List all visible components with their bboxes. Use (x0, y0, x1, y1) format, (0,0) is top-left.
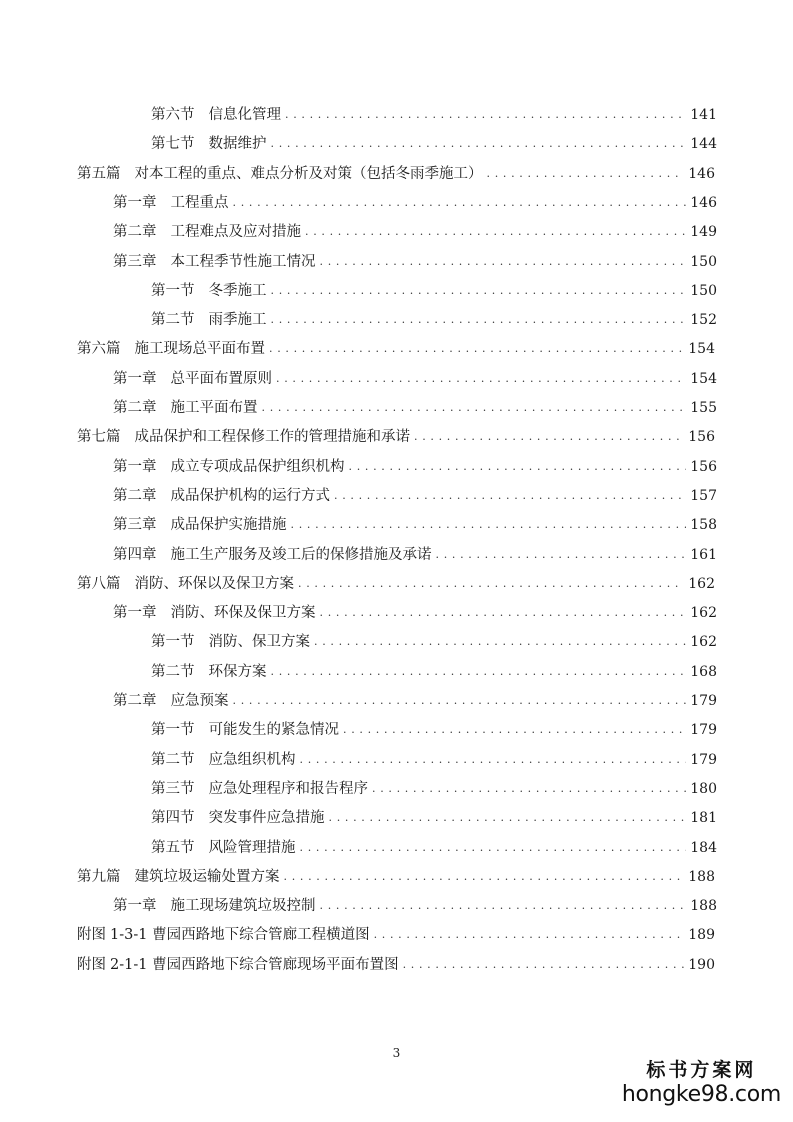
toc-entry-page: 162 (690, 634, 717, 651)
toc-entry-title: 成立专项成品保护组织机构 (170, 458, 345, 475)
toc-dot-leader (329, 810, 687, 824)
toc-entry[interactable] (113, 512, 717, 534)
toc-dot-leader (334, 488, 686, 502)
toc-entry-number: 附图 (77, 927, 106, 944)
toc-entry-number: 第四节 (151, 810, 195, 827)
toc-entry-title: 应急预案 (170, 693, 229, 709)
toc-entry-title: 成品保护和工程保修工作的管理措施和承诺 (134, 429, 410, 446)
toc-entry[interactable] (151, 747, 717, 769)
toc-entry-page: 146 (688, 165, 715, 182)
toc-dot-leader (349, 459, 687, 473)
toc-entry-title: 工程重点 (170, 194, 229, 211)
toc-entry-title: 环保方案 (208, 663, 267, 680)
toc-entry[interactable] (113, 395, 717, 417)
toc-entry-number: 第三章 (113, 253, 157, 270)
toc-entry-page: 179 (690, 722, 717, 739)
toc-entry-title: 应急处理程序和报告程序 (208, 780, 368, 797)
toc-dot-leader (276, 371, 686, 385)
toc-dot-leader (300, 752, 687, 766)
toc-entry-number: 第五节 (151, 839, 195, 856)
toc-entry-title: 消防、环保及保卫方案 (170, 605, 316, 622)
toc-dot-leader (262, 400, 687, 414)
watermark-title: 标书方案网 (646, 1059, 757, 1081)
toc-entry-page: 181 (690, 810, 717, 827)
toc-entry-title: 施工现场建筑垃圾控制 (170, 898, 316, 915)
toc-dot-leader (271, 136, 687, 150)
toc-entry-number: 第三节 (151, 780, 195, 797)
toc-entry[interactable] (151, 659, 717, 681)
toc-entry-title: 消防、环保以及保卫方案 (134, 575, 294, 592)
toc-dot-leader (300, 840, 687, 854)
toc-dot-leader (271, 312, 687, 326)
toc-dot-leader (271, 283, 687, 297)
toc-dot-leader (298, 576, 684, 590)
toc-entry-number: 第二章 (113, 693, 157, 709)
toc-entry-page: 188 (688, 868, 715, 885)
toc-entry-page: 190 (688, 956, 715, 973)
toc-entry-page: 188 (690, 898, 717, 915)
toc-entry[interactable] (113, 893, 717, 915)
toc-entry-title: 对本工程的重点、难点分析及对策（包括冬雨季施工） (134, 165, 483, 182)
toc-dot-leader (414, 429, 684, 443)
toc-entry-page: 149 (690, 224, 717, 241)
toc-entry-page: 168 (690, 663, 717, 680)
toc-entry-title: 风险管理措施 (208, 839, 296, 856)
toc-entry-number: 第一节 (151, 634, 195, 651)
toc-entry-title: 冬季施工 (208, 282, 267, 299)
toc-entry-page: 162 (690, 605, 717, 622)
toc-entry-number: 附图 (77, 956, 106, 973)
toc-dot-leader (271, 664, 687, 678)
toc-entry-title: 成品保护机构的运行方式 (170, 487, 330, 504)
toc-entry-page: 156 (690, 458, 717, 475)
toc-entry-page: 162 (688, 575, 715, 592)
toc-entry-title: 消防、保卫方案 (208, 634, 310, 651)
toc-entry[interactable] (151, 835, 717, 857)
toc-entry-page: 156 (688, 429, 715, 446)
toc-entry-title: 信息化管理 (208, 107, 281, 123)
toc-entry-number: 第七节 (151, 136, 195, 153)
toc-dot-leader (436, 547, 687, 561)
page-number: 3 (392, 1046, 401, 1060)
toc-entry-title: 施工生产服务及竣工后的保修措施及承诺 (170, 546, 432, 563)
toc-entry-title: 应急组织机构 (208, 751, 296, 768)
toc-entry-title: 可能发生的紧急情况 (208, 722, 339, 739)
toc-entry-page: 152 (690, 312, 717, 329)
toc-dot-leader (320, 605, 687, 619)
toc-entry[interactable] (77, 571, 715, 593)
toc-dot-leader (269, 341, 684, 355)
toc-dot-leader (320, 898, 687, 912)
toc-entry-number: 第九篇 (77, 868, 121, 885)
toc-entry-page: 154 (690, 370, 717, 387)
toc-dot-leader (285, 107, 686, 121)
toc-entry[interactable] (77, 864, 715, 886)
toc-entry-number: 第八篇 (77, 575, 121, 592)
toc-entry[interactable] (113, 249, 717, 271)
toc-entry[interactable] (77, 922, 715, 944)
toc-entry-number: 第一章 (113, 458, 157, 475)
toc-entry[interactable] (113, 366, 717, 388)
toc-entry-number: 第二节 (151, 663, 195, 680)
toc-entry[interactable] (151, 776, 717, 798)
toc-entry-number: 第一章 (113, 370, 157, 387)
toc-dot-leader (487, 166, 685, 180)
toc-entry[interactable] (113, 483, 717, 505)
toc-dot-leader (374, 927, 685, 941)
toc-dot-leader (233, 195, 687, 209)
toc-entry-title: 数据维护 (208, 136, 267, 153)
watermark (622, 1058, 781, 1108)
toc-entry[interactable] (151, 102, 717, 124)
toc-entry-number: 第一章 (113, 605, 157, 622)
toc-entry-page: 150 (690, 253, 717, 270)
toc-entry-page: 154 (688, 341, 715, 358)
toc-dot-leader (314, 634, 686, 648)
toc-entry-number: 第二节 (151, 312, 195, 329)
toc-entry-page: 179 (690, 693, 717, 709)
toc-entry-number: 第六篇 (77, 341, 121, 358)
toc-entry-title: 雨季施工 (208, 312, 267, 329)
toc-entry-title: 本工程季节性施工情况 (170, 253, 316, 270)
toc-dot-leader (372, 781, 686, 795)
toc-entry[interactable] (151, 717, 717, 739)
toc-entry[interactable] (77, 424, 715, 446)
toc-entry-page: 150 (690, 282, 717, 299)
toc-entry-page: 179 (690, 751, 717, 768)
toc-dot-leader (284, 869, 685, 883)
toc-entry[interactable] (151, 805, 717, 827)
toc-dot-leader (343, 722, 686, 736)
toc-entry-page: 141 (690, 107, 717, 123)
toc-entry-number: 第一章 (113, 898, 157, 915)
toc-entry-page: 158 (690, 517, 717, 534)
toc-entry[interactable] (113, 542, 717, 564)
toc-entry-number: 第六节 (151, 107, 195, 123)
toc-entry-number: 第二章 (113, 224, 157, 241)
toc-entry-title: 施工平面布置 (170, 400, 258, 416)
toc-entry-title: 2-1-1 曹园西路地下综合管廊现场平面布置图 (110, 956, 399, 973)
toc-entry-page: 184 (690, 839, 717, 856)
toc-entry-page: 161 (690, 546, 717, 563)
watermark-url: hongke98.com (621, 1082, 781, 1107)
toc-entry-title: 建筑垃圾运输处置方案 (134, 868, 280, 885)
toc-entry[interactable] (151, 278, 717, 300)
toc-entry[interactable] (77, 952, 715, 974)
toc-entry-title: 总平面布置原则 (170, 370, 272, 387)
toc-entry[interactable] (77, 161, 715, 183)
toc-dot-leader (233, 693, 687, 707)
toc-entry-page: 155 (690, 400, 717, 416)
toc-entry[interactable] (77, 336, 715, 358)
toc-entry[interactable] (151, 131, 717, 153)
toc-entry-page: 157 (690, 487, 717, 504)
toc-dot-leader (305, 224, 686, 238)
toc-entry-title: 成品保护实施措施 (170, 517, 287, 534)
toc-entry-page: 144 (690, 136, 717, 153)
toc-entry-number: 第三章 (113, 517, 157, 534)
toc-dot-leader (320, 254, 687, 268)
toc-entry[interactable] (151, 629, 717, 651)
toc-entry-number: 第五篇 (77, 165, 121, 182)
toc-entry[interactable] (113, 688, 717, 710)
toc-entry-number: 第二节 (151, 751, 195, 768)
toc-entry-page: 189 (688, 927, 715, 944)
toc-entry-number: 第二章 (113, 487, 157, 504)
toc-entry-title: 突发事件应急措施 (208, 810, 325, 827)
toc-entry-page: 180 (690, 780, 717, 797)
toc-entry[interactable] (113, 600, 717, 622)
toc-entry-title: 1-3-1 曹园西路地下综合管廊工程横道图 (110, 927, 370, 944)
toc-entry[interactable] (113, 454, 717, 476)
toc-entry[interactable] (151, 307, 717, 329)
toc-entry-page: 146 (690, 194, 717, 211)
toc-entry-number: 第一节 (151, 722, 195, 739)
toc-entry-title: 施工现场总平面布置 (134, 341, 265, 358)
toc-entry-number: 第一节 (151, 282, 195, 299)
toc-entry[interactable] (113, 190, 717, 212)
toc-entry-number: 第四章 (113, 546, 157, 563)
toc-entry-number: 第一章 (113, 194, 157, 211)
toc-dot-leader (291, 517, 687, 531)
toc-dot-leader (403, 957, 685, 971)
toc-entry-number: 第二章 (113, 400, 157, 416)
toc-entry[interactable] (113, 219, 717, 241)
toc-entry-number: 第七篇 (77, 429, 121, 446)
toc-entry-title: 工程难点及应对措施 (170, 224, 301, 241)
